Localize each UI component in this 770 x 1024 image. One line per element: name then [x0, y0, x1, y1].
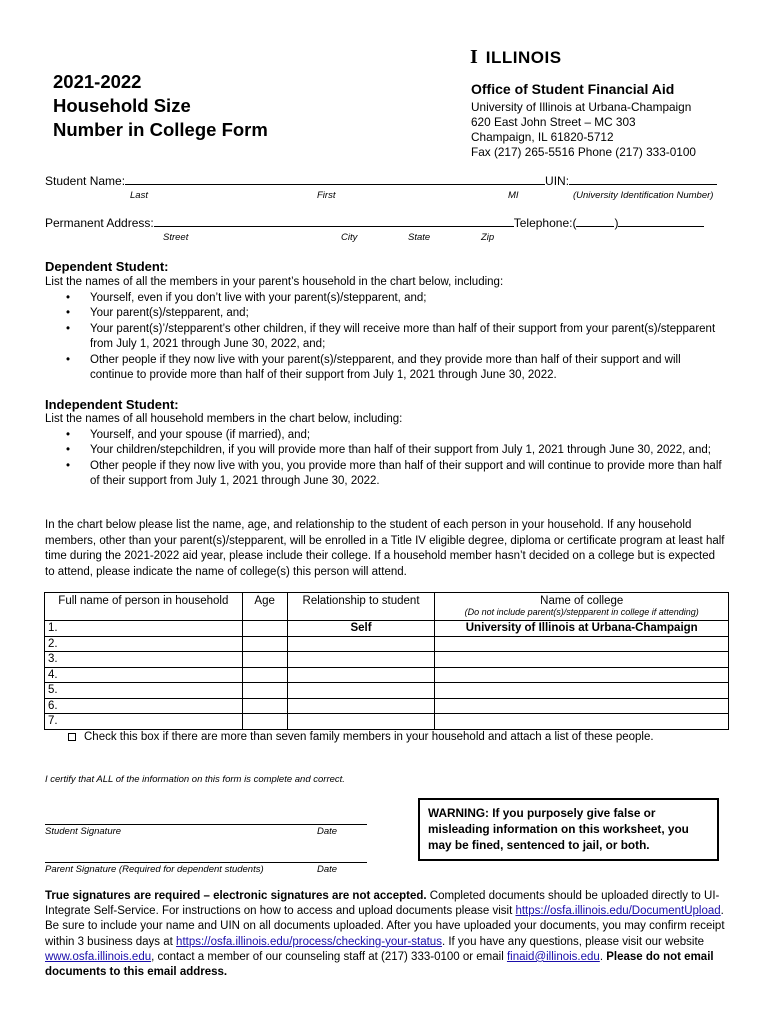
relationship-cell: Self: [287, 621, 435, 637]
sub-label-last: Last: [130, 190, 148, 201]
college-cell[interactable]: [435, 636, 729, 652]
more-members-row: [68, 731, 654, 743]
age-cell[interactable]: [242, 698, 287, 714]
uin-field[interactable]: [569, 174, 717, 185]
warning-box: WARNING: If you purposely give false or misleading information on this worksheet, you may be fined, sentenced to jail, or both.: [418, 798, 719, 861]
table-row: [45, 683, 729, 699]
office-name: Office of Student Financial Aid: [471, 81, 675, 97]
age-cell[interactable]: [242, 714, 287, 730]
relationship-cell[interactable]: [287, 683, 435, 699]
list-item: • Other people if they now live with you, you provide more than half of their support and will continue to provide more than half of their support from July 1, 2021 through June 30, 2022.: [45, 459, 725, 490]
sub-label-first: First: [317, 190, 336, 201]
header-age: Age: [242, 593, 287, 621]
dependent-intro: List the names of all the members in your parent’s household in the chart below, including:: [45, 276, 504, 288]
parent-date-label: Date: [317, 864, 338, 875]
list-item: • Yourself, even if you don’t live with your parent(s)/stepparent, and;: [45, 291, 725, 307]
office-address-block: [471, 82, 696, 160]
college-cell[interactable]: [435, 698, 729, 714]
table-row: [45, 621, 729, 637]
sub-label-uin: (University Identification Number): [573, 190, 714, 201]
sub-label-mi: MI: [508, 190, 519, 201]
office-line: 620 East John Street – MC 303: [471, 115, 636, 129]
age-cell[interactable]: [242, 683, 287, 699]
address-label: Permanent Address:: [45, 216, 154, 230]
chart-instructions: In the chart below please list the name, age, and relationship to the student of each person in your household. If any household members, other than your parent(s)/stepparent, will be enrolled in a Title IV eligible degree, diploma or certificate program at least half time during the 2021-2022 aid year, please include their college. If a household member hasn’t decided on a college but is expected to attend, please indicate the name of college(s) this person will attend.: [45, 519, 725, 578]
age-cell[interactable]: [242, 636, 287, 652]
footer-text: . If you have any questions, please visit our website: [441, 935, 705, 948]
row-number[interactable]: 6.: [45, 698, 243, 714]
row-number[interactable]: 5.: [45, 683, 243, 699]
form-title: [53, 70, 268, 142]
list-item: • Other people if they now live with your parent(s)/stepparent, and they provide more than half of their support and will continue to provide more than half of their support from July 1, 2021 through June 30, 2022.: [45, 353, 725, 384]
parent-signature-line[interactable]: [45, 862, 367, 863]
student-name-label: Student Name:: [45, 174, 126, 188]
footer-text: .: [599, 950, 607, 963]
footer-bold-no-email: Please do not email documents to this email address.: [45, 950, 714, 979]
relationship-cell[interactable]: [287, 652, 435, 668]
row-number[interactable]: 7.: [45, 714, 243, 730]
office-contact: Fax (217) 265-5516 Phone (217) 333-0100: [471, 145, 696, 159]
more-members-checkbox[interactable]: [68, 733, 76, 741]
sub-label-zip: Zip: [481, 232, 495, 243]
header-college-label: Name of college: [540, 595, 624, 607]
age-cell[interactable]: [242, 667, 287, 683]
website-link[interactable]: www.osfa.illinois.edu: [45, 950, 152, 963]
office-line: University of Illinois at Urbana-Champaign: [471, 100, 692, 114]
row-number: 1.: [45, 621, 243, 637]
table-row: [45, 667, 729, 683]
table-row: [45, 652, 729, 668]
college-cell[interactable]: [435, 667, 729, 683]
block-i-icon: I: [470, 46, 478, 68]
college-cell[interactable]: [435, 683, 729, 699]
independent-section: [45, 412, 725, 490]
list-item: • Yourself, and your spouse (if married), and;: [45, 428, 725, 444]
telephone-paren: ): [614, 216, 619, 230]
header-full-name: Full name of person in household: [45, 593, 243, 621]
college-cell: University of Illinois at Urbana-Champaign: [435, 621, 729, 637]
sub-label-city: City: [341, 232, 358, 243]
list-item: • Your parent(s)’/stepparent’s other children, if they will receive more than half of their support from your parent(s)/stepparent from July 1, 2021 through June 30, 2022, and;: [45, 322, 725, 353]
telephone-field[interactable]: [618, 216, 704, 227]
relationship-cell[interactable]: [287, 714, 435, 730]
independent-heading: Independent Student:: [45, 397, 179, 412]
row-number[interactable]: 4.: [45, 667, 243, 683]
telephone-label: Telephone:(: [513, 216, 577, 230]
household-table: [44, 592, 729, 730]
student-signature-label: Student Signature: [45, 826, 122, 837]
relationship-cell[interactable]: [287, 636, 435, 652]
student-date-label: Date: [317, 826, 338, 837]
area-code-field[interactable]: [576, 216, 614, 227]
uin-label: UIN:: [545, 174, 570, 188]
more-members-label: Check this box if there are more than seven family members in your household and attach a list of these people.: [84, 731, 654, 743]
age-cell[interactable]: [242, 621, 287, 637]
footer-text: Completed documents should be uploaded directly to UI-Integrate Self-Service. For instructions on how to access and upload documents please visit: [45, 890, 720, 918]
footer-instructions: [45, 889, 725, 980]
table-header-row: [45, 593, 729, 621]
illinois-logo: [470, 46, 562, 69]
header-college: [435, 593, 729, 621]
checking-status-link[interactable]: https://osfa.illinois.edu/process/checking-your-status: [176, 935, 442, 948]
header-relationship: Relationship to student: [287, 593, 435, 621]
address-row: [45, 216, 704, 230]
dependent-section: [45, 275, 725, 384]
certify-statement: I certify that ALL of the information on this form is complete and correct.: [45, 774, 345, 785]
document-upload-link[interactable]: https://osfa.illinois.edu/DocumentUpload: [515, 905, 721, 918]
table-row: [45, 698, 729, 714]
logo-wordmark: ILLINOIS: [485, 47, 562, 67]
row-number[interactable]: 2.: [45, 636, 243, 652]
relationship-cell[interactable]: [287, 667, 435, 683]
list-item: • Your parent(s)/stepparent, and;: [45, 306, 725, 322]
footer-text: . Be sure to include your name and UIN on all documents uploaded. After you have uploaded your documents, you may confirm receipt within 3 business days at: [45, 905, 725, 948]
footer-bold-signatures: True signatures are required – electronic signatures are not accepted.: [45, 890, 427, 902]
relationship-cell[interactable]: [287, 698, 435, 714]
college-cell[interactable]: [435, 652, 729, 668]
table-row: [45, 636, 729, 652]
age-cell[interactable]: [242, 652, 287, 668]
college-note: (Do not include parent(s)/stepparent in college if attending): [464, 607, 699, 617]
form-title-year: 2021-2022: [53, 71, 142, 92]
sub-label-street: Street: [163, 232, 189, 243]
college-cell[interactable]: [435, 714, 729, 730]
list-item: • Your children/stepchildren, if you will provide more than half of their support from July 1, 2021 through June 30, 2022, and;: [45, 443, 725, 459]
email-link[interactable]: finaid@illinois.edu: [506, 950, 600, 963]
office-line: Champaign, IL 61820-5712: [471, 130, 614, 144]
student-signature-line[interactable]: [45, 824, 367, 825]
form-title-line2: Household Size: [53, 95, 191, 116]
table-row: [45, 714, 729, 730]
sub-label-state: State: [408, 232, 431, 243]
footer-text: , contact a member of our counseling staff at (217) 333-0100 or email: [151, 950, 507, 963]
student-name-field[interactable]: [125, 174, 545, 185]
student-name-row: [45, 174, 717, 188]
row-number[interactable]: 3.: [45, 652, 243, 668]
independent-intro: List the names of all household members in the chart below, including:: [45, 413, 403, 425]
dependent-heading: Dependent Student:: [45, 259, 169, 274]
address-field[interactable]: [154, 216, 514, 227]
form-title-line3: Number in College Form: [53, 119, 268, 140]
parent-signature-label: Parent Signature (Required for dependent students): [45, 864, 264, 875]
